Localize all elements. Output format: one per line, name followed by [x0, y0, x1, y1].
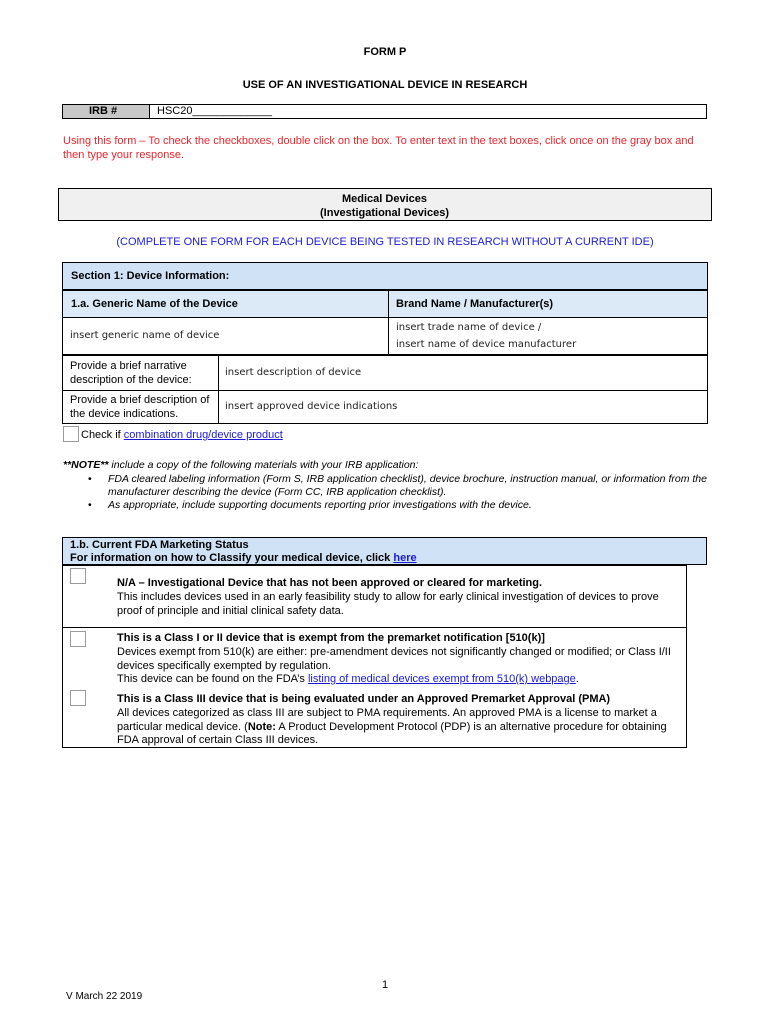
indications-field[interactable]: insert approved device indications [225, 401, 398, 412]
header-divider [388, 291, 389, 317]
section1-header [62, 262, 708, 290]
note-lead-rest: include a copy of the following materials with your IRB application: [108, 459, 419, 471]
option-class-exempt-body: Devices exempt from 510(k) are either: pre-amendment devices not significantly changed or modified; or Class I/II devices specifically exempted by regulation. [117, 646, 671, 672]
option-class-iii-heading: This is a Class III device that is being evaluated under an Approved Premarket Approval (PMA) [117, 693, 611, 705]
indications-label: Provide a brief description of the device indications. [70, 394, 210, 420]
combination-product-link[interactable]: combination drug/device product [123, 429, 283, 441]
classify-device-link[interactable]: here [393, 552, 417, 564]
exempt-510k-listing-link[interactable]: listing of medical devices exempt from 510(k) webpage [307, 673, 576, 685]
option-class-iii-pma [63, 688, 686, 747]
section1b-subtitle [70, 552, 417, 564]
irb-label: IRB # [89, 105, 118, 117]
listing-suffix: . [575, 673, 579, 685]
note-block [63, 459, 718, 512]
device-name-row [62, 317, 708, 355]
generic-name-field[interactable]: insert generic name of device [70, 330, 220, 341]
section1-title: Section 1: Device Information: [71, 270, 230, 282]
fda-status-options [62, 565, 687, 748]
page-number: 1 [381, 979, 389, 991]
trade-name-field[interactable]: insert trade name of device / [396, 322, 542, 333]
row-divider [388, 318, 389, 354]
manufacturer-field[interactable]: insert name of device manufacturer [396, 339, 577, 350]
option-class-exempt [63, 628, 686, 688]
indications-row [62, 390, 708, 424]
option-class-exempt-checkbox[interactable] [70, 631, 86, 647]
note-lead [63, 459, 718, 472]
banner-line-2: (Investigational Devices) [320, 207, 449, 219]
narrative-divider [218, 356, 219, 390]
generic-name-header: 1.a. Generic Name of the Device [71, 298, 238, 310]
note-bullets [63, 473, 718, 512]
option-investigational-heading: N/A – Investigational Device that has not been approved or cleared for marketing. [117, 577, 543, 589]
listing-prefix: This device can be found on the FDA’s [117, 673, 308, 685]
option-class-iii-note-label: Note: [247, 720, 276, 733]
narrative-field[interactable]: insert description of device [225, 367, 362, 378]
option-investigational-body: This includes devices used in an early feasibility study to allow for early clinical investigation of devices to prove proof of principle and initial clinical safety data. [117, 591, 659, 617]
irb-label-cell [63, 105, 150, 118]
irb-number-field[interactable]: HSC20_____________ [157, 105, 272, 117]
combination-product-label [81, 429, 283, 441]
note-lead-bold: **NOTE** [63, 459, 109, 471]
combination-prefix: Check if [81, 429, 124, 441]
option-class-exempt-heading: This is a Class I or II device that is exempt from the premarket notification [510(k)] [117, 632, 545, 644]
device-name-header-row [62, 290, 708, 318]
option-class-iii-body-b: A Product Development Protocol (PDP) is an alternative procedure for obtaining FDA approval of certain Class III devices. [117, 720, 667, 746]
brand-name-header: Brand Name / Manufacturer(s) [396, 298, 554, 310]
option-investigational-checkbox[interactable] [70, 568, 86, 584]
section1b-title: 1.b. Current FDA Marketing Status [70, 539, 249, 551]
option-investigational [63, 566, 686, 627]
version-date: V March 22 2019 [66, 991, 143, 1002]
combination-product-checkbox[interactable] [63, 426, 79, 442]
form-title: USE OF AN INVESTIGATIONAL DEVICE IN RESEARCH [242, 79, 528, 91]
medical-devices-banner [58, 188, 712, 221]
section1b-subtitle-text: For information on how to Classify your medical device, click [70, 552, 394, 564]
banner-line-1: Medical Devices [342, 193, 427, 205]
option-class-iii-body [117, 707, 685, 748]
option-class-exempt-listing [117, 673, 579, 685]
option-class-iii-checkbox[interactable] [70, 690, 86, 706]
form-label: FORM P [363, 46, 407, 58]
irb-row [62, 104, 707, 119]
note-bullet: • FDA cleared labeling information (Form S, IRB application checklist), device brochure, instruction manual, or information from the manufacturer describing the device (Form CC, IRB application checklist). [63, 473, 718, 499]
narrative-label: Provide a brief narrative description of the device: [70, 360, 192, 386]
section1b-header [62, 537, 707, 565]
instructions-text: Using this form – To check the checkboxes, double click on the box. To enter text in the text boxes, click once on the gray box and then type your response. [63, 135, 694, 161]
complete-one-form-note: (COMPLETE ONE FORM FOR EACH DEVICE BEING TESTED IN RESEARCH WITHOUT A CURRENT IDE) [116, 236, 654, 248]
narrative-row [62, 355, 708, 391]
option-class-iii-body-a: All devices categorized as class III are subject to PMA requirements. An approved PMA is a license to market a particular medical device. ( [117, 707, 657, 733]
note-bullet: • As appropriate, include supporting documents reporting prior investigations with the device. [63, 499, 718, 512]
indications-divider [218, 391, 219, 423]
